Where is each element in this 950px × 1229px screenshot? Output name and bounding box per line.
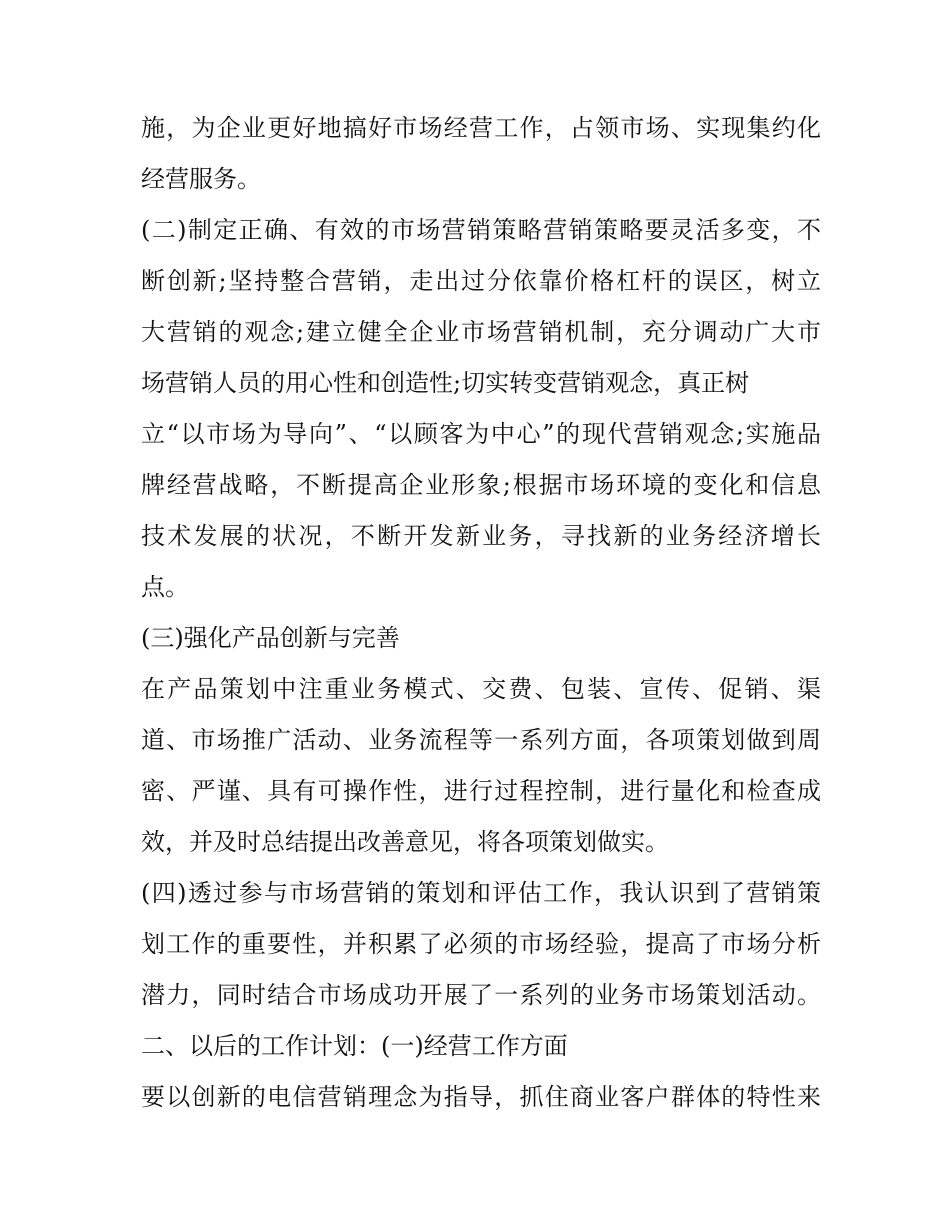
text-line: 效，并及时总结提出改善意见，将各项策划做实。: [141, 828, 669, 856]
text-line: 牌经营战略，不断提高企业形象;根据市场环境的变化和信息: [141, 471, 821, 499]
text-line: 在产品策划中注重业务模式、交费、包装、宣传、促销、渠: [141, 675, 821, 703]
text-line: 二、以后的工作计划：(一)经营工作方面: [141, 1032, 568, 1060]
text-line: (四)透过参与市场营销的策划和评估工作，我认识到了营销策: [141, 879, 821, 907]
text-line: 大营销的观念;建立健全企业市场营销机制，充分调动广大市: [141, 318, 821, 346]
text-line: (二)制定正确、有效的市场营销策略营销策略要灵活多变，不: [141, 216, 821, 244]
text-line: 道、市场推广活动、业务流程等一系列方面，各项策划做到周: [141, 726, 821, 754]
text-line: 立“以市场为导向”、“以顾客为中心”的现代营销观念;实施品: [141, 420, 821, 448]
text-line: 划工作的重要性，并积累了必须的市场经验，提高了市场分析: [141, 930, 821, 958]
text-line: 潜力，同时结合市场成功开展了一系列的业务市场策划活动。: [141, 981, 821, 1009]
document-body: [141, 103, 821, 1123]
text-line: (三)强化产品创新与完善: [141, 624, 400, 652]
text-line: 技术发展的状况，不断开发新业务，寻找新的业务经济增长: [141, 522, 821, 550]
text-line: 密、严谨、具有可操作性，进行过程控制，进行量化和检查成: [141, 777, 821, 805]
text-line: 场营销人员的用心性和创造性;切实转变营销观念，真正树: [141, 369, 750, 397]
text-line: 要以创新的电信营销理念为指导，抓住商业客户群体的特性来: [141, 1083, 821, 1111]
text-line: 点。: [141, 573, 189, 601]
text-line: 施，为企业更好地搞好市场经营工作，占领市场、实现集约化: [141, 114, 821, 142]
text-line: 经营服务。: [141, 165, 261, 193]
text-line: 断创新;坚持整合营销，走出过分依靠价格杠杆的误区，树立: [141, 267, 821, 295]
